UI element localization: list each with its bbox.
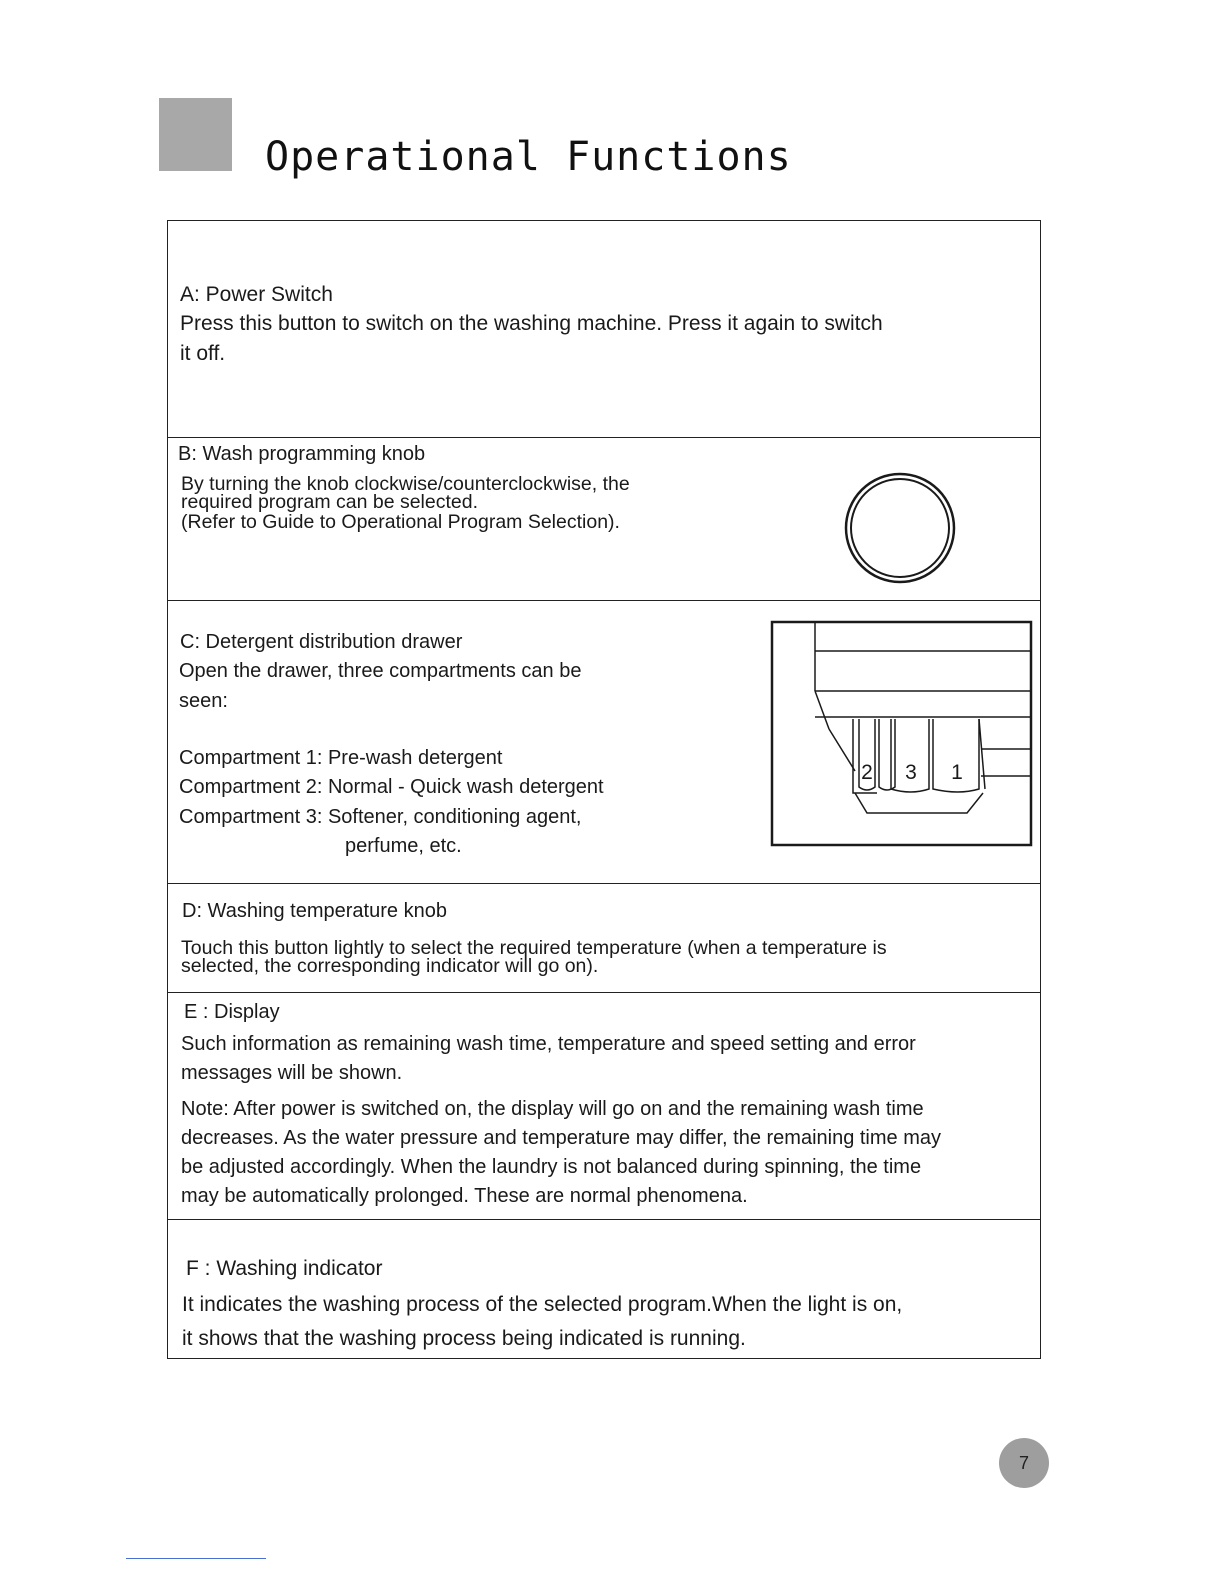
power-switch-heading: A: Power Switch	[180, 283, 333, 306]
title-square-marker	[159, 98, 232, 171]
washing-indicator-line-2: it shows that the washing process being indicated is running.	[182, 1327, 746, 1350]
section-divider-bc	[168, 600, 1041, 601]
display-note-line-1: Note: After power is switched on, the display will go on and the remaining wash time	[181, 1098, 924, 1120]
footer-rule	[126, 1558, 266, 1559]
programming-knob-heading: B: Wash programming knob	[178, 443, 426, 465]
display-note-line-3: be adjusted accordingly. When the laundry is not balanced during spinning, the time	[181, 1156, 922, 1178]
section-divider-cd	[168, 883, 1041, 884]
washing-indicator-heading: F : Washing indicator	[186, 1257, 383, 1280]
washing-indicator-line-1: It indicates the washing process of the selected program.When the light is on,	[182, 1293, 903, 1316]
temperature-knob-heading: D: Washing temperature knob	[182, 900, 447, 922]
section-divider-de	[168, 992, 1041, 993]
power-switch-line-2: it off.	[180, 342, 226, 365]
page-title: Operational Functions	[265, 134, 792, 180]
page-number-badge: 7	[999, 1438, 1049, 1488]
detergent-drawer-illustration	[771, 621, 1033, 847]
compartment-3-line: Compartment 3: Softener, conditioning agent,	[179, 806, 582, 828]
compartment-1-line: Compartment 1: Pre-wash detergent	[179, 747, 503, 769]
programming-knob-line-2: required program can be selected.	[181, 491, 479, 513]
section-divider-ef	[168, 1219, 1041, 1220]
programming-knob-illustration	[843, 471, 957, 585]
display-heading: E : Display	[184, 1001, 280, 1023]
display-note-line-4: may be automatically prolonged. These are normal phenomena.	[181, 1185, 748, 1207]
display-line-1: Such information as remaining wash time, temperature and speed setting and error	[181, 1033, 916, 1055]
temperature-knob-line-2: selected, the corresponding indicator will go on).	[181, 955, 599, 977]
display-note-line-2: decreases. As the water pressure and temperature may differ, the remaining time may	[181, 1127, 941, 1149]
section-divider-ab	[168, 437, 1041, 438]
drawer-label-1: 1	[951, 761, 963, 784]
detergent-drawer-heading: C: Detergent distribution drawer	[180, 631, 463, 653]
temperature-knob-line-1: Touch this button lightly to select the required temperature (when a temperature is	[181, 937, 887, 959]
compartment-3-continuation: perfume, etc.	[345, 835, 462, 857]
power-switch-line-1: Press this button to switch on the washing machine. Press it again to switch	[180, 312, 883, 335]
display-line-2: messages will be shown.	[181, 1062, 403, 1084]
programming-knob-line-1: By turning the knob clockwise/counterclockwise, the	[181, 473, 630, 495]
detergent-drawer-intro-line-2: seen:	[179, 690, 228, 712]
drawer-label-3: 3	[905, 761, 917, 784]
drawer-label-2: 2	[861, 761, 873, 784]
detergent-drawer-intro-line-1: Open the drawer, three compartments can be	[179, 660, 582, 682]
compartment-2-line: Compartment 2: Normal - Quick wash detergent	[179, 776, 604, 798]
programming-knob-line-3: (Refer to Guide to Operational Program Selection).	[181, 511, 620, 533]
